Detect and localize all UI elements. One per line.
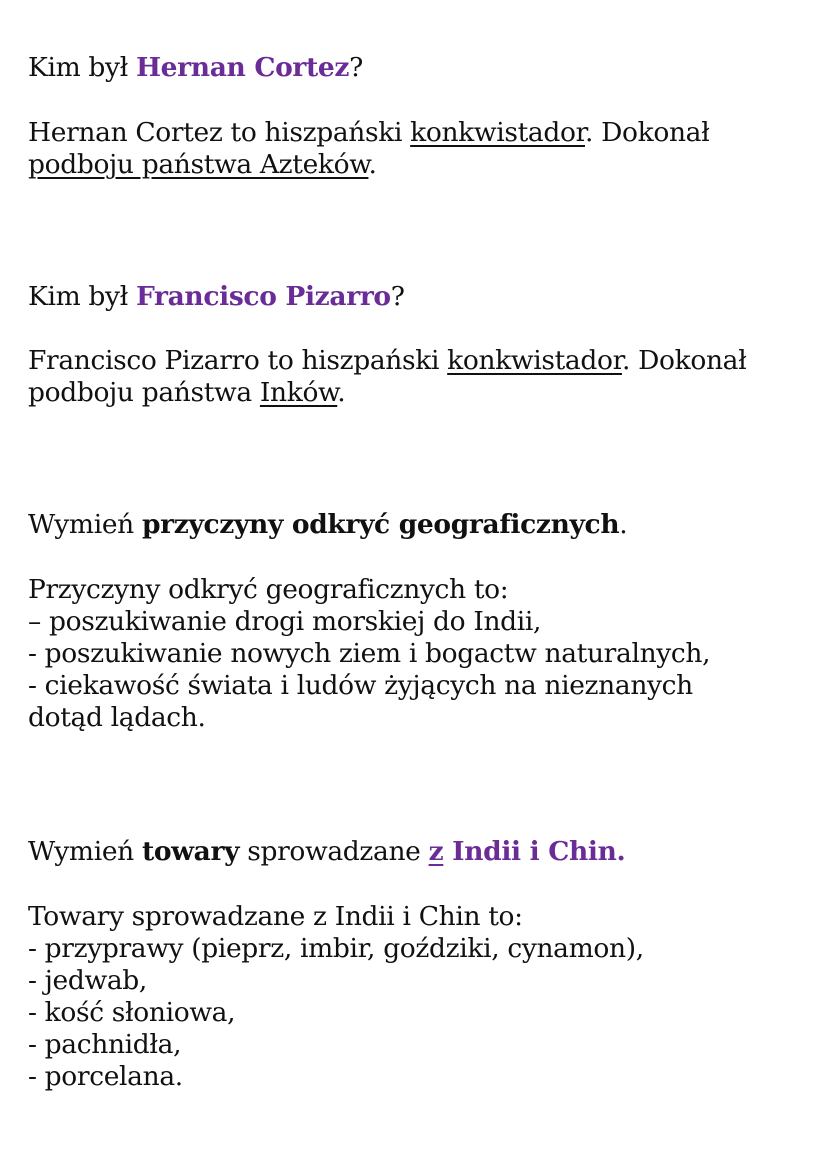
answer-text: Francisco Pizarro to hiszpański bbox=[28, 345, 448, 376]
answer-text: . bbox=[337, 377, 346, 408]
answer-pizarro bbox=[28, 345, 818, 409]
highlighted-name: Francisco Pizarro bbox=[135, 281, 391, 312]
question-suffix: . bbox=[619, 509, 628, 540]
list-item: - pachnidła, bbox=[28, 1029, 182, 1060]
question-goods bbox=[28, 836, 818, 868]
underlined-term: podboju państwa Azteków bbox=[28, 149, 369, 180]
question-middle: sprowadzane bbox=[239, 836, 429, 867]
list-item: - poszukiwanie nowych ziem i bogactw naturalnych, bbox=[28, 638, 711, 669]
list-item: dotąd lądach. bbox=[28, 702, 206, 733]
question-prefix: Wymień bbox=[28, 509, 142, 540]
list-item: - ciekawość świata i ludów żyjących na nieznanych bbox=[28, 670, 693, 701]
list-item: – poszukiwanie drogi morskiej do Indii, bbox=[28, 606, 542, 637]
highlighted-z: z bbox=[428, 836, 444, 867]
answer-text: . Dokonał bbox=[584, 117, 710, 148]
highlighted-countries: Indii i Chin. bbox=[443, 836, 626, 867]
answer-text: . Dokonał bbox=[621, 345, 747, 376]
bold-phrase: towary bbox=[141, 836, 240, 867]
question-cortez bbox=[28, 52, 818, 84]
underlined-term: konkwistador bbox=[410, 117, 585, 148]
answer-causes bbox=[28, 574, 818, 734]
answer-goods bbox=[28, 901, 818, 1093]
question-suffix: ? bbox=[390, 281, 405, 312]
underlined-term: konkwistador bbox=[447, 345, 622, 376]
list-item: - jedwab, bbox=[28, 965, 147, 996]
question-pizarro bbox=[28, 281, 818, 313]
question-prefix: Kim był bbox=[28, 52, 136, 83]
answer-cortez bbox=[28, 117, 818, 181]
highlighted-name: Hernan Cortez bbox=[135, 52, 350, 83]
question-suffix: ? bbox=[349, 52, 363, 83]
list-item: - przyprawy (pieprz, imbir, goździki, cynamon), bbox=[28, 933, 644, 964]
list-item: - kość słoniowa, bbox=[28, 997, 236, 1028]
underlined-term: Inków bbox=[259, 377, 338, 408]
question-prefix: Kim był bbox=[28, 281, 136, 312]
answer-text: Hernan Cortez to hiszpański bbox=[28, 117, 411, 148]
question-prefix: Wymień bbox=[28, 836, 142, 867]
bold-phrase: przyczyny odkryć geograficznych bbox=[141, 509, 620, 540]
answer-text: podboju państwa bbox=[28, 377, 260, 408]
question-causes bbox=[28, 509, 818, 541]
answer-text: . bbox=[368, 149, 377, 180]
answer-intro: Przyczyny odkryć geograficznych to: bbox=[28, 574, 509, 605]
answer-intro: Towary sprowadzane z Indii i Chin to: bbox=[28, 901, 523, 932]
list-item: - porcelana. bbox=[28, 1061, 183, 1092]
